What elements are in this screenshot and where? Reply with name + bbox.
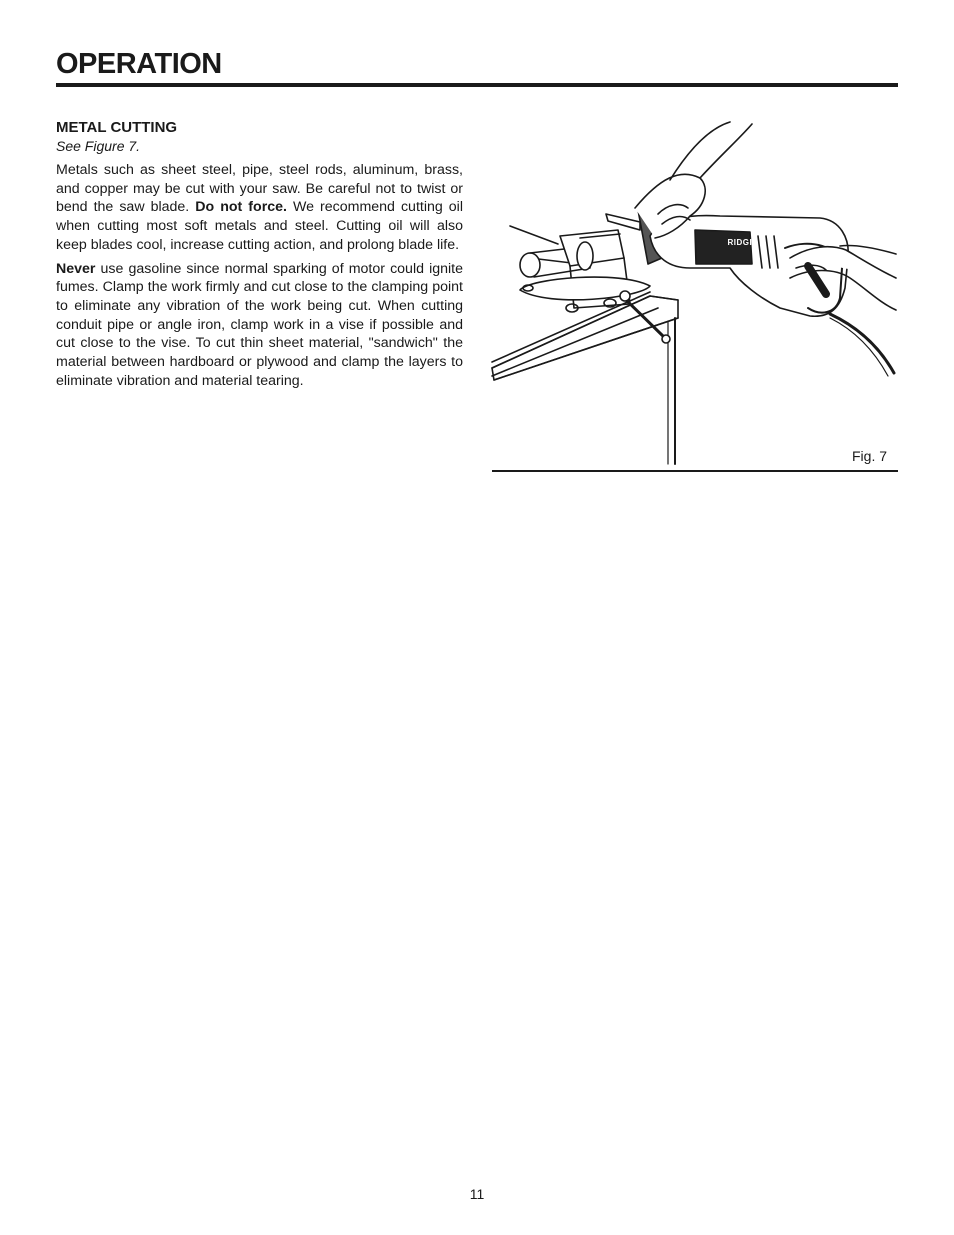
paragraph-metals bbox=[56, 161, 463, 255]
para1-bold: Do not force. bbox=[195, 199, 287, 216]
section-heading: METAL CUTTING bbox=[56, 119, 178, 136]
title-rule bbox=[56, 83, 898, 87]
see-figure-reference: See Figure 7. bbox=[56, 138, 141, 154]
figure-rule bbox=[492, 470, 898, 472]
figure-caption: Fig. 7 bbox=[852, 448, 888, 464]
page-number: 11 bbox=[469, 1186, 485, 1202]
saw-illustration bbox=[490, 118, 898, 473]
figure-7 bbox=[490, 118, 898, 473]
para1-text-a: Metals such as sheet steel, pipe, steel rods, aluminum, brass, and copper may be cut with your saw. Be careful not to twist or bend the saw blade. bbox=[56, 162, 463, 216]
para2-text: use gasoline since normal sparking of motor could ignite fumes. Clamp the work firmly and cut close to the clamping point to eliminate any vibration of the work being cut. When cutting conduit pipe or angle iron, clamp work in a vise if possible and cut close to the vise. To cut thin sheet material, "sandwich" the material between hardboard or plywood and clamp the layers to eliminate vibration and material tearing. bbox=[56, 260, 463, 389]
paragraph-never-gasoline bbox=[56, 260, 463, 391]
page-title: OPERATION bbox=[56, 48, 222, 80]
ridgid-logo: RIDGID bbox=[727, 238, 759, 247]
para1-text-b: We recommend cutting oil when cutting most soft metals and steel. Cutting oil will also keep blades cool, increase cutting action, and prolong blade life. bbox=[56, 199, 463, 253]
text-column bbox=[56, 118, 463, 395]
para2-bold: Never bbox=[56, 260, 96, 277]
